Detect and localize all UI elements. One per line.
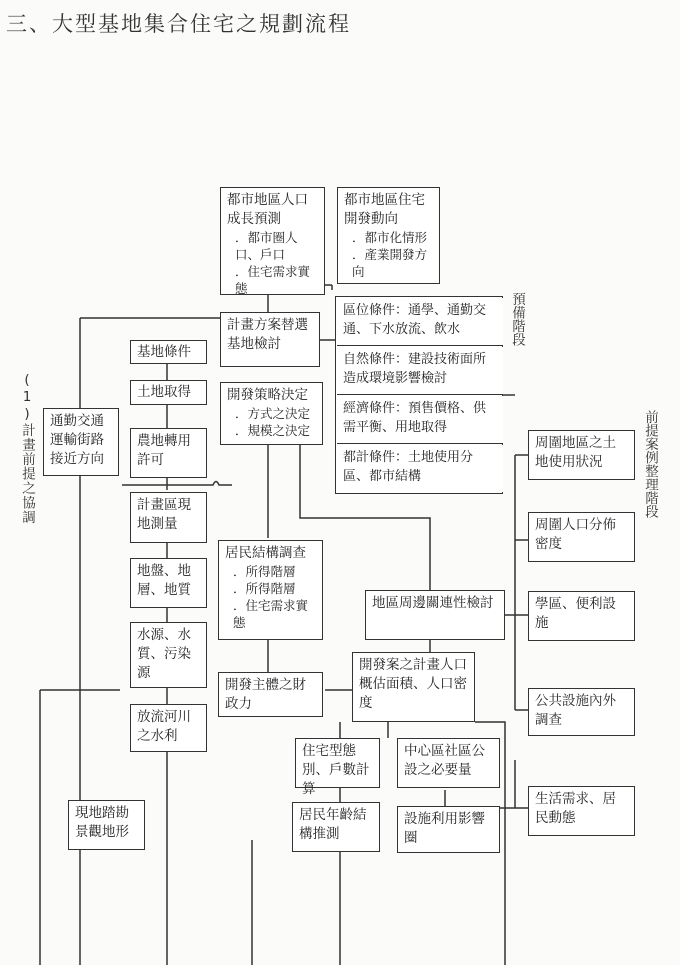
box-resident-age: 居民年齡結構推測 bbox=[292, 802, 380, 852]
condition-urban-planning: 都計條件：土地使用分區、都市結構 bbox=[337, 445, 503, 492]
box-public-facilities: 公共設施內外調查 bbox=[528, 688, 635, 736]
condition-location: 區位條件：通學、通勤交通、下水放流、飲水 bbox=[337, 298, 503, 346]
box-community-facility: 中心區社區公設之必要量 bbox=[397, 738, 500, 788]
label-preparation-stage: 預備階段 bbox=[509, 292, 525, 346]
box-plan-selection: 計畫方案替選基地檢討 bbox=[220, 312, 320, 367]
box-housing-development: 都市地區住宅開發動向 ．都市化情形 ．產業開發方向 bbox=[337, 187, 440, 284]
box-water-source: 水源、水質、污染源 bbox=[130, 622, 207, 688]
box-area-relation: 地區周邊關連性檢討 bbox=[365, 590, 505, 640]
page-title: 三、大型基地集合住宅之規劃流程 bbox=[6, 12, 351, 36]
box-commute-access: 通勤交通運輸街路接近方向 bbox=[43, 408, 119, 476]
box-school-district: 學區、便利設施 bbox=[528, 591, 635, 641]
box-surrounding-landuse: 周圍地區之土地使用狀況 bbox=[528, 430, 635, 480]
box-population-distribution: 周圍人口分佈密度 bbox=[528, 512, 635, 562]
box-developer-finance: 開發主體之財政力 bbox=[218, 672, 323, 717]
box-field-survey: 現地踏勘景觀地形 bbox=[68, 800, 145, 850]
box-site-conditions: 基地條件 bbox=[130, 340, 207, 364]
box-river-discharge: 放流河川之水利 bbox=[130, 704, 207, 752]
box-population-forecast: 都市地區人口成長預測 ．都市圈人口、戶口 ．住宅需求實態 bbox=[220, 187, 325, 295]
box-land-acquisition: 土地取得 bbox=[130, 380, 207, 405]
condition-natural: 自然條件：建設技術面所造成環境影響檢討 bbox=[337, 347, 503, 395]
box-farmland-conversion: 農地轉用許可 bbox=[130, 428, 207, 478]
label-plan-coordination: (1)計畫前提之協調 bbox=[19, 372, 35, 525]
box-strategy: 開發策略決定 ．方式之決定 ．規模之決定 bbox=[220, 382, 323, 445]
box-site-survey: 計畫區現地測量 bbox=[130, 492, 207, 543]
box-geology: 地盤、地層、地質 bbox=[130, 558, 207, 608]
box-development-plan: 開發案之計畫人口概估面積、人口密度 bbox=[352, 652, 475, 722]
condition-economic: 經濟條件：預售價格、供需平衡、用地取得 bbox=[337, 396, 503, 444]
box-housing-type: 住宅型態別、戶數計算 bbox=[295, 738, 380, 788]
box-living-needs: 生活需求、居民動態 bbox=[528, 786, 635, 836]
box-facility-impact: 設施利用影響圈 bbox=[397, 806, 500, 853]
label-case-stage: 前提案例整理階段 bbox=[642, 410, 658, 518]
box-resident-structure: 居民結構調查 ．所得階層 ．所得階層 ．住宅需求實態 bbox=[218, 540, 323, 640]
